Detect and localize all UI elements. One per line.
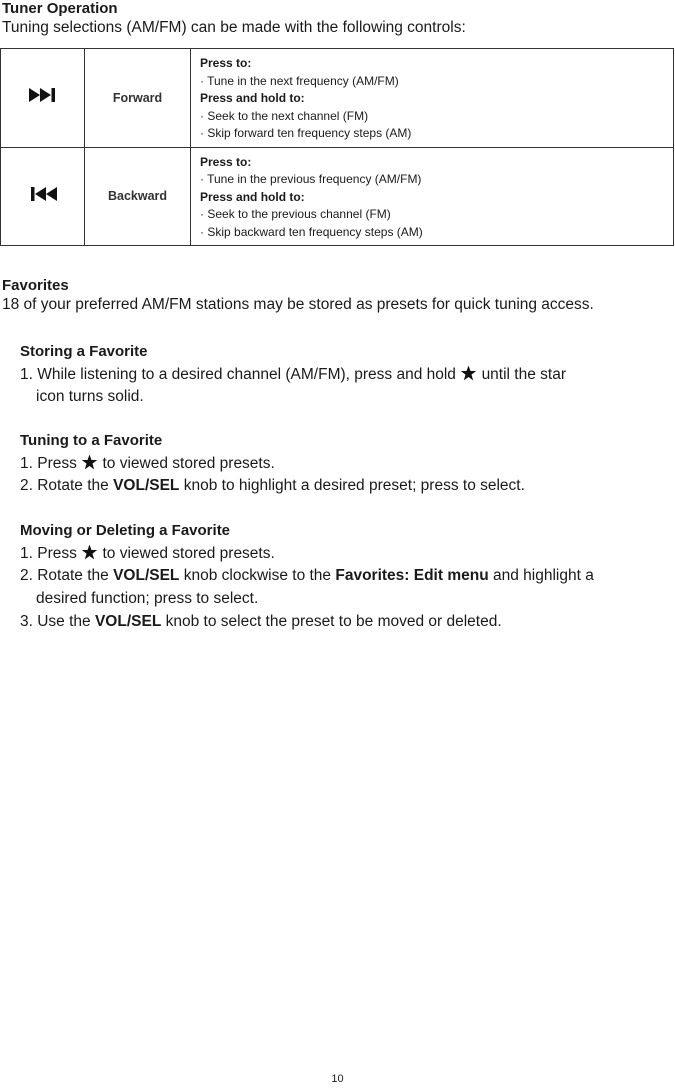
list-item: · Tune in the previous frequency (AM/FM)	[200, 172, 422, 186]
press-heading: Press to:	[200, 56, 252, 70]
tuning-step-1: 1. Press to viewed stored presets.	[20, 455, 275, 472]
tuner-controls-table	[0, 48, 674, 246]
storing-step-1-cont: icon turns solid.	[36, 388, 144, 405]
section-title-tuner: Tuner Operation	[2, 0, 118, 17]
table-row	[1, 49, 674, 148]
moving-step-3: 3. Use the VOL/SEL knob to select the preset to be moved or deleted.	[20, 613, 502, 630]
forward-label: Forward	[85, 49, 191, 148]
hold-heading: Press and hold to:	[200, 91, 305, 105]
tuner-intro: Tuning selections (AM/FM) can be made with the following controls:	[2, 19, 466, 36]
list-item: · Seek to the previous channel (FM)	[200, 207, 391, 221]
subsection-title-storing: Storing a Favorite	[20, 343, 148, 360]
backward-label: Backward	[85, 147, 191, 246]
section-title-favorites: Favorites	[2, 277, 69, 294]
tuning-step-2: 2. Rotate the VOL/SEL knob to highlight a desired preset; press to select.	[20, 477, 525, 494]
subsection-title-tuning: Tuning to a Favorite	[20, 432, 163, 449]
star-icon	[81, 544, 98, 560]
list-item: · Skip backward ten frequency steps (AM)	[200, 224, 423, 239]
list-item: · Tune in the next frequency (AM/FM)	[200, 73, 399, 88]
table-row	[1, 147, 674, 246]
hold-heading: Press and hold to:	[200, 189, 305, 204]
moving-step-2-cont: desired function; press to select.	[36, 590, 259, 607]
list-item: · Seek to the next channel (FM)	[200, 108, 369, 123]
skip-backward-icon	[29, 187, 57, 201]
star-icon	[81, 454, 98, 470]
list-item: · Skip forward ten frequency steps (AM)	[200, 126, 412, 140]
moving-step-1: 1. Press to viewed stored presets.	[20, 545, 275, 562]
skip-forward-icon	[29, 88, 57, 102]
forward-description	[191, 49, 674, 148]
forward-icon-cell	[1, 49, 85, 148]
moving-step-2: 2. Rotate the VOL/SEL knob clockwise to the Favorites: Edit menu and highlight a	[20, 567, 594, 584]
favorites-intro: 18 of your preferred AM/FM stations may be stored as presets for quick tuning access.	[2, 296, 594, 313]
star-icon	[460, 365, 477, 381]
backward-description	[191, 147, 674, 246]
page-number: 10	[331, 1073, 344, 1085]
subsection-title-moving: Moving or Deleting a Favorite	[20, 522, 231, 539]
backward-icon-cell	[1, 147, 85, 246]
storing-step-1: 1. While listening to a desired channel (AM/FM), press and hold until the star	[20, 366, 566, 383]
press-heading: Press to:	[200, 154, 252, 169]
